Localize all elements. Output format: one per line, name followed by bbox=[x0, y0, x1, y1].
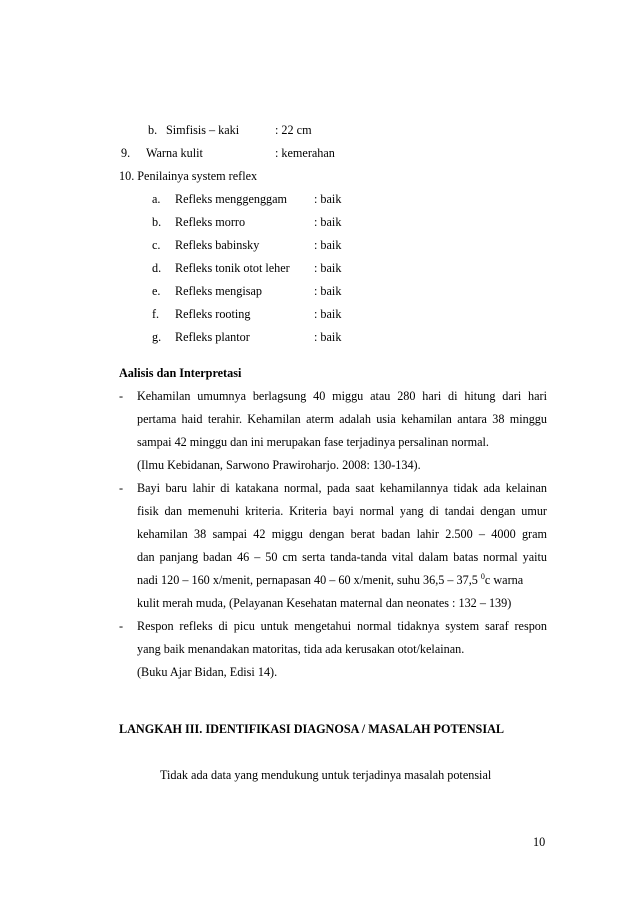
paragraph-line: fisik dan memenuhi kriteria. Kriteria bayi normal yang di tandai dengan umur bbox=[137, 504, 547, 518]
reflex-value: : baik bbox=[314, 215, 342, 229]
temperature-text: nadi 120 – 160 x/menit, pernapasan 40 – 60 x/menit, suhu 36,5 – 37,5 $^0$c warna bbox=[137, 572, 524, 587]
item-b-label: Simfisis – kaki bbox=[166, 123, 240, 137]
item-9-number: 9. bbox=[121, 146, 131, 160]
paragraph-line: Kehamilan umumnya berlagsung 40 miggu atau 280 hari di hitung dari hari bbox=[137, 389, 547, 403]
citation: (Buku Ajar Bidan, Edisi 14). bbox=[137, 665, 278, 679]
paragraph-line: kulit merah muda, (Pelayanan Kesehatan maternal dan neonates : 132 – 139) bbox=[137, 596, 512, 610]
reflex-letter: e. bbox=[152, 284, 161, 298]
reflex-letter: f. bbox=[152, 307, 160, 321]
reflex-value: : baik bbox=[314, 284, 342, 298]
reflex-label: Refleks tonik otot leher bbox=[175, 261, 290, 275]
paragraph-line: sampai 42 minggu dan ini merupakan fase terjadinya persalinan normal. bbox=[137, 435, 489, 449]
step3-body: Tidak ada data yang mendukung untuk terjadinya masalah potensial bbox=[160, 768, 492, 782]
reflex-label: Refleks plantor bbox=[175, 330, 250, 344]
item-b-letter: b. bbox=[148, 123, 158, 137]
paragraph-line: yang baik menandakan matoritas, tida ada kerusakan otot/kelainan. bbox=[137, 642, 465, 656]
reflex-label: Refleks rooting bbox=[175, 307, 251, 321]
page-number: 10 bbox=[533, 835, 546, 849]
reflex-label: Refleks menggenggam bbox=[175, 192, 288, 206]
reflex-label: Refleks morro bbox=[175, 215, 246, 229]
reflex-label: Refleks babinsky bbox=[175, 238, 260, 252]
paragraph-line bbox=[137, 572, 547, 588]
degree-superscript: 0 bbox=[480, 572, 485, 581]
reflex-letter: g. bbox=[152, 330, 162, 344]
reflex-value: : baik bbox=[314, 261, 342, 275]
bullet-dash: - bbox=[119, 389, 124, 403]
item-b-value: : 22 cm bbox=[275, 123, 312, 137]
bullet-dash: - bbox=[119, 481, 124, 495]
paragraph-line: pertama haid terahir. Kehamilan aterm adalah usia kehamilan antara 38 minggu bbox=[137, 412, 547, 426]
bullet-dash: - bbox=[119, 619, 124, 633]
reflex-letter: d. bbox=[152, 261, 162, 275]
reflex-value: : baik bbox=[314, 238, 342, 252]
reflex-letter: c. bbox=[152, 238, 161, 252]
citation: (Ilmu Kebidanan, Sarwono Prawiroharjo. 2008: 130-134). bbox=[137, 458, 421, 472]
reflex-value: : baik bbox=[314, 330, 342, 344]
paragraph-line: Respon refleks di picu untuk mengetahui normal tidaknya system saraf respon bbox=[137, 619, 547, 633]
reflex-value: : baik bbox=[314, 307, 342, 321]
reflex-value: : baik bbox=[314, 192, 342, 206]
analysis-heading: Aalisis dan Interpretasi bbox=[119, 366, 242, 380]
item-9-label: Warna kulit bbox=[146, 146, 203, 160]
reflex-label: Refleks mengisap bbox=[175, 284, 262, 298]
paragraph-line: dan panjang badan 46 – 50 cm serta tanda-tanda vital dalam batas normal yaitu bbox=[137, 550, 547, 564]
step3-heading: LANGKAH III. IDENTIFIKASI DIAGNOSA / MASALAH POTENSIAL bbox=[119, 722, 504, 736]
paragraph-line: kehamilan 38 sampai 42 miggu dengan berat badan lahir 2.500 – 4000 gram bbox=[137, 527, 547, 541]
paragraph-line: Bayi baru lahir di katakana normal, pada saat kehamilannya tidak ada kelainan bbox=[137, 481, 547, 495]
item-10-heading: 10. Penilainya system reflex bbox=[119, 169, 258, 183]
reflex-letter: a. bbox=[152, 192, 161, 206]
reflex-letter: b. bbox=[152, 215, 162, 229]
item-9-value: : kemerahan bbox=[275, 146, 335, 160]
